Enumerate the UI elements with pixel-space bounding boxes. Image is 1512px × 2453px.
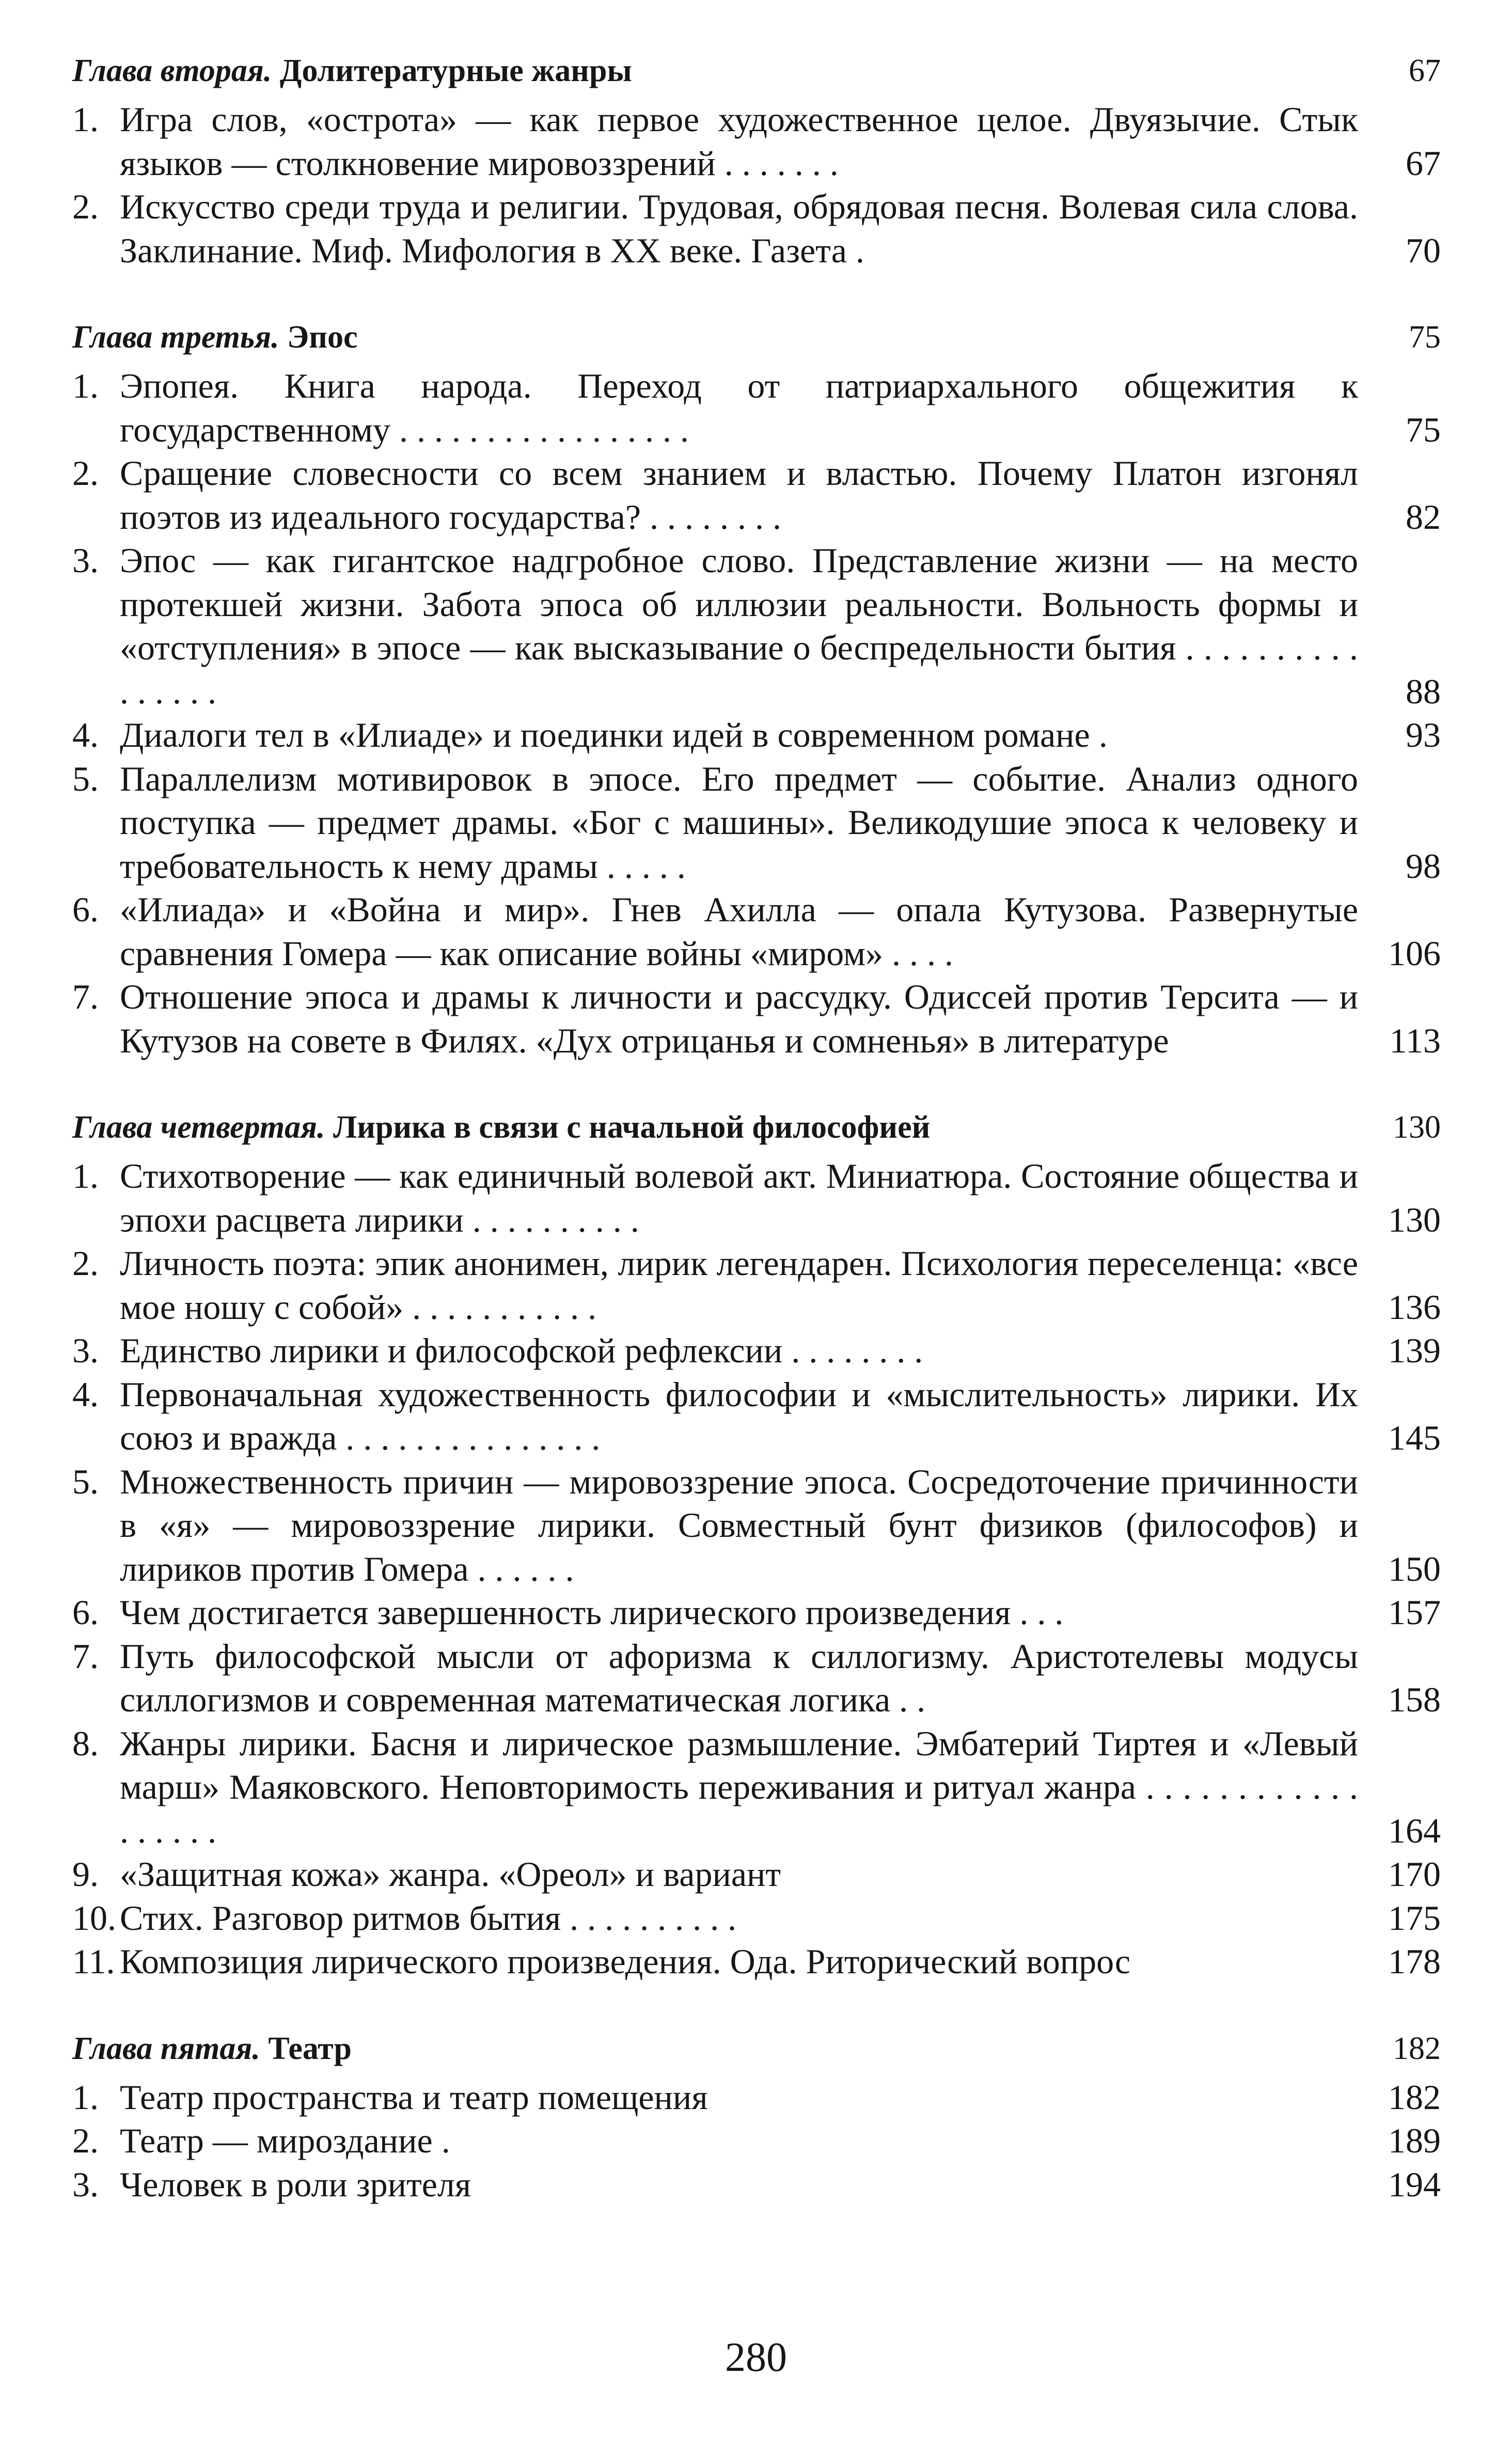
toc-entry [72,713,1441,757]
chapter-title [72,316,357,359]
entry-text: Множественность причин — мировоззрение эпоса. Сосредоточение причинности в «я» — мировоззрение лирики. Совместный бунт физиков (философов) и лириков против Гомера . . . . . . [120,1461,1358,1589]
chapter-page-number: 182 [1393,2031,1441,2066]
toc-entry [72,1373,1441,1460]
entry-text: Человек в роли зрителя [120,2164,471,2204]
chapter-heading [72,316,1441,359]
entry-text: Игра слов, «острота» — как первое художественное целое. Двуязычие. Стык языков — столкновение мировоззрений . . . . . . . [120,100,1358,183]
toc-entry [72,888,1441,975]
entry-page-number: 82 [1406,497,1441,537]
entry-page-number: 164 [1388,1811,1441,1850]
entry-number: 7. [72,1636,99,1676]
toc-entry [72,1896,1441,1940]
entry-number: 1. [72,100,99,139]
entry-text: Композиция лирического произведения. Ода. Риторический вопрос [120,1942,1131,1981]
toc-entry [72,1329,1441,1373]
toc-entry [72,1852,1441,1896]
entry-number: 5. [72,759,99,798]
entry-page-number: 150 [1388,1549,1441,1589]
entry-page-number: 175 [1388,1898,1441,1938]
chapter-section [72,1106,1441,1984]
entry-number: 5. [72,1461,99,1501]
entry-text: Путь философской мысли от афоризма к силлогизму. Аристотелевы модусы силлогизмов и современная математическая логика . . [120,1636,1358,1719]
chapter-section [72,2027,1441,2207]
entry-text: Диалоги тел в «Илиаде» и поединки идей в современном романе . [120,715,1108,754]
entry-page-number: 113 [1389,1020,1441,1060]
entry-number: 3. [72,1331,99,1370]
entry-page-number: 158 [1388,1680,1441,1719]
entry-number: 2. [72,1244,99,1283]
toc-entry [72,364,1441,451]
chapter-name: Лирика в связи с начальной философией [333,1110,931,1145]
entry-text: «Илиада» и «Война и мир». Гнев Ахилла — опала Кутузова. Развернутые сравнения Гомера — как описание войны «миром» . . . . [120,890,1358,973]
chapter-page-number: 75 [1409,320,1441,355]
chapter-section [72,316,1441,1062]
chapter-label: Глава третья. [72,320,279,355]
page-number: 280 [725,2335,787,2380]
entry-page-number: 178 [1388,1942,1441,1981]
entry-page-number: 67 [1406,143,1441,183]
toc-entry [72,2163,1441,2207]
entry-text: Эпопея. Книга народа. Переход от патриархального общежития к государственному . . . . . . . . . . . . . . . . . [120,366,1358,449]
entry-page-number: 145 [1388,1418,1441,1457]
entry-page-number: 182 [1388,2077,1441,2117]
toc-entry [72,2119,1441,2163]
entry-text: Отношение эпоса и драмы к личности и рассудку. Одиссей против Терсита — и Кутузов на совете в Филях. «Дух отрицанья и сомненья» в литературе [120,977,1358,1060]
entry-text: Первоначальная художественность философии и «мыслительность» лирики. Их союз и вражда . . . . . . . . . . . . . . . [120,1374,1358,1457]
entry-text: Чем достигается завершенность лирического произведения . . . [120,1593,1064,1632]
entry-page-number: 194 [1388,2164,1441,2204]
chapter-name: Театр [268,2031,352,2066]
entry-text: Жанры лирики. Басня и лирическое размышление. Эмбатерий Тиртея и «Левый марш» Маяковского. Неповторимость переживания и ритуал жанра . . . . . . . . . . . . . . . . . . [120,1723,1358,1850]
entry-text: «Защитная кожа» жанра. «Ореол» и вариант [120,1854,781,1894]
entry-page-number: 189 [1388,2121,1441,2160]
entry-text: Театр пространства и театр помещения [120,2077,708,2117]
toc-entry [72,757,1441,888]
chapter-heading [72,2027,1441,2070]
chapter-heading [72,1106,1441,1149]
entry-number: 6. [72,1593,99,1632]
entry-text: Стих. Разговор ритмов бытия . . . . . . . . . . [120,1898,737,1938]
chapter-page-number: 67 [1409,53,1441,88]
entry-page-number: 139 [1388,1331,1441,1370]
entry-number: 11. [72,1942,115,1981]
entry-number: 9. [72,1854,99,1894]
entry-page-number: 130 [1388,1200,1441,1239]
entry-page-number: 75 [1406,410,1441,449]
chapter-name: Эпос [287,320,358,355]
entry-page-number: 136 [1388,1287,1441,1327]
entry-number: 2. [72,2121,99,2160]
chapter-heading [72,49,1441,92]
toc-entry [72,1634,1441,1722]
entry-page-number: 70 [1406,230,1441,270]
entry-number: 2. [72,187,99,226]
entry-text: Искусство среди труда и религии. Трудовая, обрядовая песня. Волевая сила слова. Заклинание. Миф. Мифология в XX веке. Газета . [120,187,1358,270]
entry-page-number: 93 [1406,715,1441,754]
entry-number: 10. [72,1898,116,1938]
toc-entry [72,1460,1441,1591]
chapter-title [72,2027,352,2070]
toc-entry [72,98,1441,185]
entry-page-number: 88 [1406,671,1441,711]
chapter-label: Глава пятая. [72,2031,260,2066]
toc-entry [72,2075,1441,2119]
entry-number: 1. [72,2077,99,2117]
toc-entry [72,539,1441,713]
entry-number: 1. [72,366,99,405]
table-of-contents [72,49,1441,2250]
chapter-title [72,1106,930,1149]
chapter-label: Глава четвертая. [72,1110,325,1145]
entry-text: Параллелизм мотивировок в эпосе. Его предмет — событие. Анализ одного поступка — предмет драмы. «Бог с машины». Великодушие эпоса к человеку и требовательность к нему драмы . . . . . [120,759,1358,886]
toc-entry [72,185,1441,272]
entry-text: Личность поэта: эпик анонимен, лирик легендарен. Психология переселенца: «все мое ношу с собой» . . . . . . . . . . . [120,1244,1358,1327]
entry-page-number: 157 [1388,1593,1441,1632]
entry-text: Эпос — как гигантское надгробное слово. Представление жизни — на место протекшей жизни. Забота эпоса об иллюзии реальности. Вольность формы и «отступления» в эпосе — как высказывание о беспредельности бытия . . . . . . . . . . . . . . . . [120,541,1358,711]
entry-number: 3. [72,2164,99,2204]
chapter-name: Долитературные жанры [279,53,632,88]
entry-text: Театр — мироздание . [120,2121,450,2160]
entry-number: 4. [72,1374,99,1414]
entry-page-number: 106 [1388,933,1441,973]
chapter-label: Глава вторая. [72,53,272,88]
entry-page-number: 98 [1406,846,1441,886]
toc-entry [72,975,1441,1062]
toc-entry [72,1940,1441,1984]
toc-entry [72,1241,1441,1329]
entry-text: Единство лирики и философской рефлексии . . . . . . . . [120,1331,923,1370]
entry-number: 4. [72,715,99,754]
entry-text: Стихотворение — как единичный волевой акт. Миниатюра. Состояние общества и эпохи расцвета лирики . . . . . . . . . . [120,1156,1358,1239]
entry-number: 8. [72,1723,99,1763]
chapter-page-number: 130 [1393,1110,1441,1145]
entry-number: 3. [72,541,99,580]
chapter-section [72,49,1441,272]
chapter-title [72,49,632,92]
toc-entry [72,1722,1441,1853]
entry-number: 6. [72,890,99,929]
toc-entry [72,451,1441,539]
entry-number: 1. [72,1156,99,1196]
entry-number: 7. [72,977,99,1016]
entry-text: Сращение словесности со всем знанием и властью. Почему Платон изгонял поэтов из идеального государства? . . . . . . . . [120,453,1358,537]
toc-entry [72,1591,1441,1634]
toc-entry [72,1154,1441,1241]
entry-page-number: 170 [1388,1854,1441,1894]
entry-number: 2. [72,453,99,493]
